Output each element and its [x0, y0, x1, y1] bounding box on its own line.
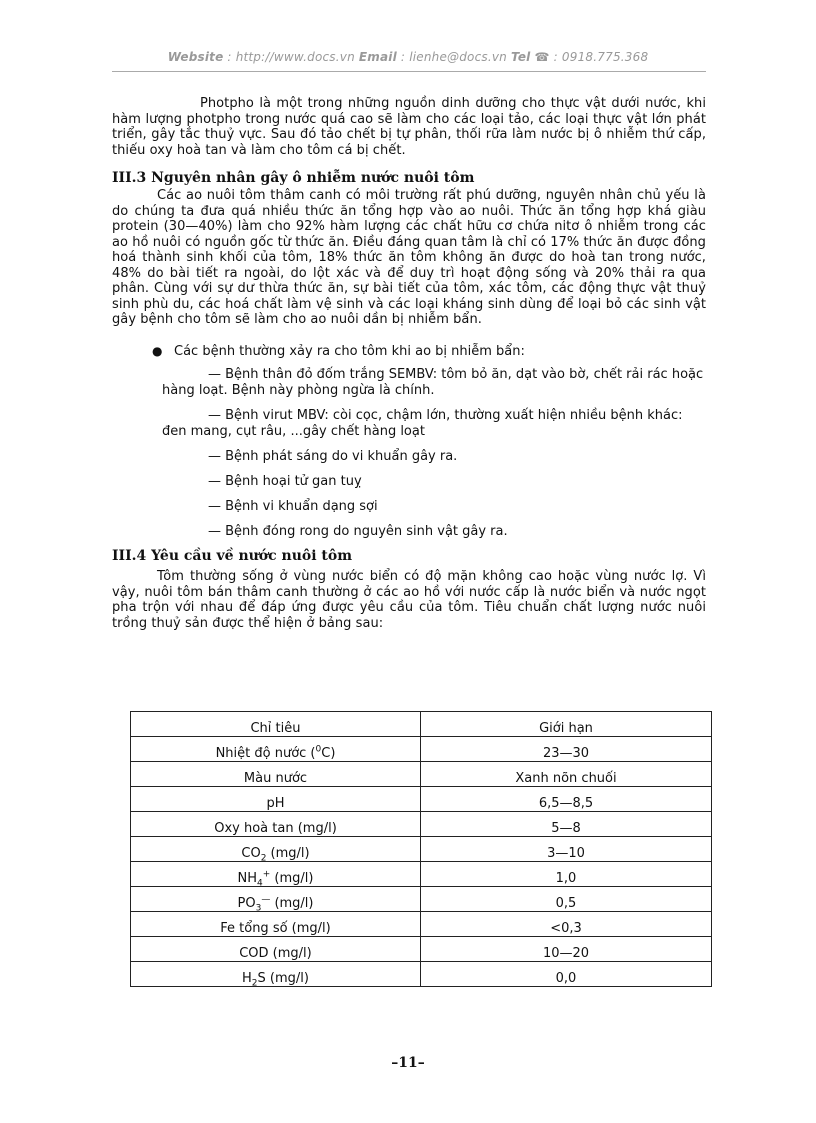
- paragraph-phosphorus: Photpho là một trong những nguồn dinh dưỡng cho thực vật dưới nước, khi hàm lượng photpho trong nước quá cao sẽ làm cho các loại tảo, các loại thực vật lớn phát triển, gây tắc thuỷ vực. Sau đó tảo chết bị tự phân, thối rữa làm nước bị ô nhiễm thứ cấp, thiếu oxy hoà tan và làm cho tôm cá bị chết.: [112, 96, 706, 158]
- water-quality-table: [130, 711, 712, 987]
- param-text: pH: [266, 796, 285, 811]
- param-text: Oxy hoà tan (mg/l): [214, 821, 337, 836]
- param-tail: (mg/l): [270, 896, 314, 911]
- param-cell: [131, 762, 421, 787]
- param-tail: S (mg/l): [257, 971, 309, 986]
- param-subscript: 3: [255, 903, 262, 914]
- paragraph-section-3: Các ao nuôi tôm thâm canh có môi trường rất phú dưỡng, nguyên nhân chủ yếu là do chúng ta đưa quá nhiều thức ăn tổng hợp vào ao nuôi. Thức ăn tổng hợp khá giàu protein (30—40%) làm cho 92% hàm lượng các chất hữu cơ chứa nitơ ô nhiễm trong các ao hồ nuôi có nguồn gốc từ thức ăn. Điều đáng quan tâm là chỉ có 17% thức ăn được đồng hoá thành sinh khối của tôm, 18% thức ăn tôm không ăn được do hoà tan trong nước, 48% do bài tiết ra ngoài, do lột xác và để duy trì hoạt động sống và 20% thải ra qua phân. Cùng với sự dư thừa thức ăn, sự bài tiết của tôm, xác tôm, các động thực vật thuỷ sinh phù du, các hoá chất làm vệ sinh và các loại kháng sinh dùng để loại bỏ các sinh vật gây bệnh cho tôm sẽ làm cho ao nuôi dần bị nhiễm bẩn.: [112, 188, 706, 327]
- param-tail: (mg/l): [266, 846, 310, 861]
- param-text: Màu nước: [243, 771, 308, 786]
- disease-item: — Bệnh thân đỏ đốm trắng SEMBV: tôm bỏ ăn, dạt vào bờ, chết rải rác hoặc hàng loạt. Bệnh này phòng ngừa là chính.: [162, 367, 704, 398]
- paragraph-section-4: Tôm thường sống ở vùng nước biển có độ mặn không cao hoặc vùng nước lợ. Vì vậy, nuôi tôm bán thâm canh thường ở các ao hồ với nước cấp là nước biển và nước ngọt pha trộn với nhau để đáp ứng được yêu cầu của tôm. Tiêu chuẩn chất lượng nước nuôi trồng thuỷ sản được thể hiện ở bảng sau:: [112, 569, 706, 631]
- param-tail: (mg/l): [270, 871, 314, 886]
- param-cell: [131, 912, 421, 937]
- param-cell: [131, 962, 421, 987]
- param-text: COD (mg/l): [239, 946, 312, 961]
- param-text: Nhiệt độ nước (: [215, 746, 316, 761]
- param-text: PO: [237, 896, 256, 911]
- limit-cell: Xanh nõn chuối: [421, 762, 712, 787]
- table-row: [131, 937, 712, 962]
- header-cell-param: Chỉ tiêu: [131, 712, 421, 737]
- table-row: [131, 812, 712, 837]
- table-row: [131, 837, 712, 862]
- header-cell-limit: Giới hạn: [421, 712, 712, 737]
- limit-cell: 5—8: [421, 812, 712, 837]
- param-subscript: 4: [257, 878, 263, 889]
- header-divider: [112, 71, 706, 72]
- limit-cell: 3—10: [421, 837, 712, 862]
- website-url[interactable]: : http://www.docs.vn: [223, 50, 359, 64]
- table-header-row: [131, 712, 712, 737]
- limit-cell: 0,5: [421, 887, 712, 912]
- param-text: Fe tổng số (mg/l): [220, 921, 331, 936]
- bullet-intro: Các bệnh thường xảy ra cho tôm khi ao bị nhiễm bẩn:: [174, 343, 525, 359]
- param-cell: [131, 812, 421, 837]
- tel-label: Tel: [510, 50, 531, 64]
- disease-item: — Bệnh đóng rong do nguyên sinh vật gây ra.: [208, 524, 508, 539]
- disease-item: — Bệnh virut MBV: còi cọc, chậm lớn, thường xuất hiện nhiều bệnh khác: đen mang, cụt râu, ...gây chết hàng loạt: [162, 408, 683, 439]
- param-text: NH: [237, 871, 258, 886]
- param-subscript: 2: [251, 978, 258, 989]
- table-row: [131, 887, 712, 912]
- table-row: [131, 862, 712, 887]
- param-text: H: [242, 971, 252, 986]
- page-header: [0, 50, 816, 64]
- limit-cell: 23—30: [421, 737, 712, 762]
- limit-cell: 1,0: [421, 862, 712, 887]
- table-row: [131, 962, 712, 987]
- section-3-title: III.3 Nguyên nhân gây ô nhiễm nước nuôi tôm: [112, 170, 475, 186]
- email-label: Email: [358, 50, 397, 64]
- tel-number: ☎ : 0918.775.368: [530, 50, 649, 64]
- limit-cell: <0,3: [421, 912, 712, 937]
- table-row: [131, 787, 712, 812]
- page-content: [112, 96, 706, 631]
- website-label: Website: [167, 50, 224, 64]
- bullet-dot-icon: ●: [152, 343, 163, 358]
- disease-item: — Bệnh phát sáng do vi khuẩn gây ra.: [208, 449, 458, 464]
- param-cell: [131, 837, 421, 862]
- email-address[interactable]: : lienhe@docs.vn: [396, 50, 511, 64]
- param-superscript: +: [262, 869, 271, 880]
- table-row: [131, 737, 712, 762]
- param-subscript: 2: [260, 853, 267, 864]
- disease-item: — Bệnh vi khuẩn dạng sợi: [208, 499, 378, 514]
- param-superscript: —: [261, 894, 271, 905]
- limit-cell: 10—20: [421, 937, 712, 962]
- page-number: –11–: [391, 1055, 425, 1071]
- param-superscript: 0: [315, 744, 322, 755]
- table-row: [131, 912, 712, 937]
- param-cell: [131, 862, 421, 887]
- disease-item: — Bệnh hoại tử gan tuỵ: [208, 474, 362, 489]
- limit-cell: 6,5—8,5: [421, 787, 712, 812]
- param-cell: [131, 937, 421, 962]
- table-row: [131, 762, 712, 787]
- param-tail: C): [321, 746, 336, 761]
- param-cell: [131, 887, 421, 912]
- param-cell: [131, 787, 421, 812]
- param-text: CO: [241, 846, 261, 861]
- param-cell: [131, 737, 421, 762]
- bullet-item: [112, 344, 706, 360]
- section-4-title: III.4 Yêu cầu về nước nuôi tôm: [112, 548, 353, 564]
- limit-cell: 0,0: [421, 962, 712, 987]
